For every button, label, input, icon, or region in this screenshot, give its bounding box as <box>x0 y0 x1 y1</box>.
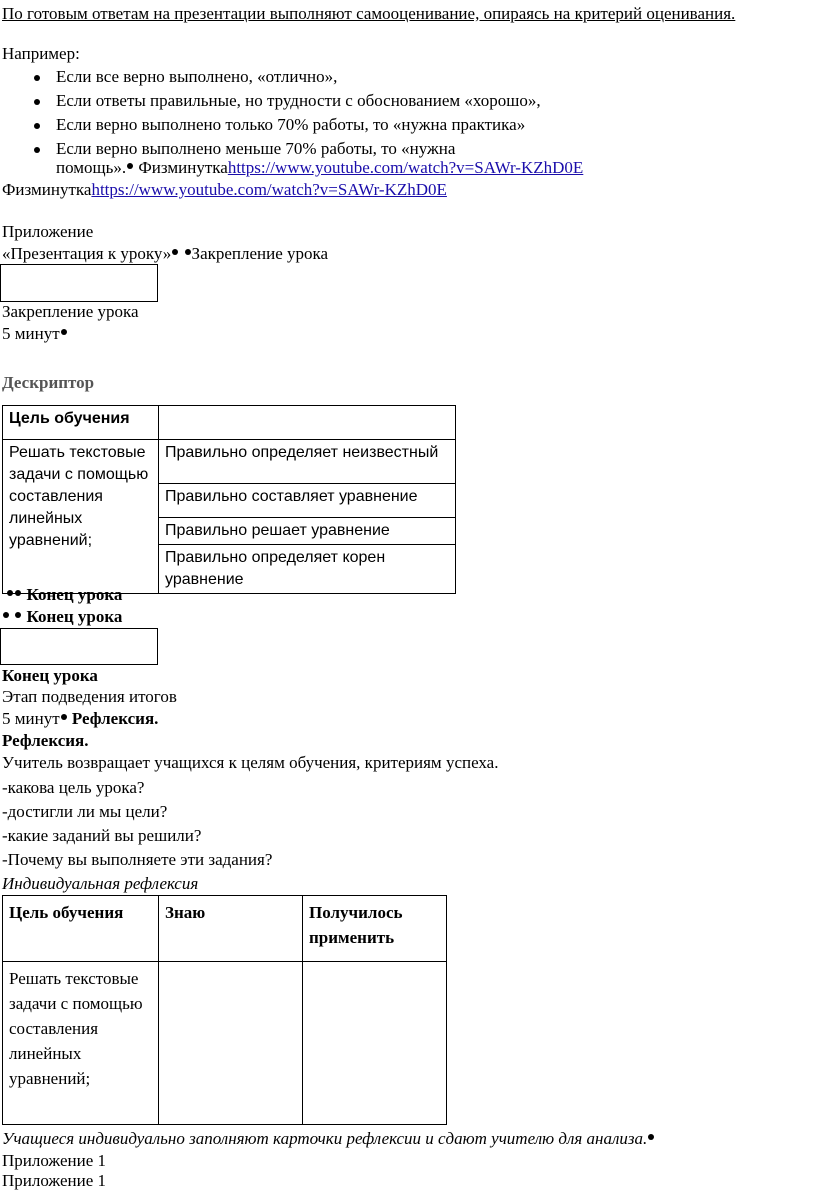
fiz-label: Физминутка <box>2 180 92 199</box>
lesson-end-line <box>2 607 122 627</box>
bullet-icon <box>15 590 21 596</box>
bullet-icon <box>7 590 13 596</box>
table-header-cell: Знаю <box>159 896 303 962</box>
descriptor-cell: Правильно определяет корен уравнение <box>159 545 456 594</box>
goal-cell: Решать текстовые задачи с помощью составления линейных уравнений; <box>3 962 159 1125</box>
teacher-text: Учитель возвращает учащихся к целям обучения, критериям успеха. <box>2 753 499 772</box>
students-note-text: Учащиеся индивидуально заполняют карточки рефлексии и сдают учителю для анализа. <box>2 1129 648 1148</box>
consolidation-heading: Закрепление урока <box>2 302 139 321</box>
lesson-end-heading: Конец урока <box>2 666 98 685</box>
consolidation-text: Закрепление урока <box>191 244 329 263</box>
empty-frame <box>0 628 158 665</box>
know-cell[interactable] <box>159 962 303 1125</box>
bullet-icon <box>3 612 9 618</box>
duration-text: 5 минут <box>2 324 60 343</box>
appendix-label: Приложение <box>2 222 94 241</box>
descriptor-heading: Дескриптор <box>2 373 95 392</box>
bullet-icon <box>185 249 191 255</box>
reflection-text: Рефлексия. <box>71 709 159 728</box>
duration-text: 5 минут <box>2 709 60 728</box>
lesson-end-text: Конец урока <box>26 585 123 604</box>
applied-cell[interactable] <box>303 962 447 1125</box>
students-note-block <box>2 1128 702 1172</box>
bullet-icon <box>61 329 67 335</box>
criteria-continuation <box>56 158 583 178</box>
fiz-label: Физминутка <box>138 158 228 177</box>
table-header-cell-empty <box>159 406 456 440</box>
example-label: Например: <box>2 44 80 63</box>
reflection-table <box>2 895 447 1125</box>
table-header-cell: Цель обучения <box>3 406 159 440</box>
bullet-icon <box>15 612 21 618</box>
criteria-item: Если верно выполнено меньше 70% работы, то «нужна <box>56 139 456 158</box>
question-item: -Почему вы выполняете эти задания? <box>2 850 273 869</box>
criteria-item: Если верно выполнено только 70% работы, то «нужна практика» <box>56 115 526 134</box>
table-header-cell: Цель обучения <box>3 896 159 962</box>
summary-stage: Этап подведения итогов <box>2 687 177 706</box>
question-item: -какие заданий вы решили? <box>2 826 202 845</box>
criteria-cont-text: помощь». <box>56 158 127 177</box>
bullet-icon <box>61 714 67 720</box>
descriptor-cell: Правильно составляет уравнение <box>159 484 456 518</box>
bullet-icon <box>34 75 40 81</box>
bullet-icon <box>34 147 40 153</box>
bullet-icon <box>34 123 40 129</box>
bullet-icon <box>34 99 40 105</box>
descriptor-cell: Правильно определяет неизвестный <box>159 440 456 484</box>
reflection-heading: Рефлексия. <box>2 731 89 750</box>
appendix1-heading: Приложение 1 <box>2 1171 106 1190</box>
presentation-text: «Презентация к уроку» <box>2 244 172 263</box>
fiz-link[interactable]: https://www.youtube.com/watch?v=SAWr-KZhD0E <box>91 180 447 199</box>
bullet-icon <box>648 1134 654 1140</box>
fiz-link[interactable]: https://www.youtube.com/watch?v=SAWr-KZhD0E <box>227 158 584 177</box>
criteria-item: Если все верно выполнено, «отлично», <box>56 67 338 86</box>
question-item: -достигли ли мы цели? <box>2 802 168 821</box>
bullet-icon <box>127 163 133 169</box>
empty-frame <box>0 264 158 302</box>
duration-line <box>2 324 68 344</box>
criteria-item: Если ответы правильные, но трудности с обоснованием «хорошо», <box>56 91 541 110</box>
duration-reflection-line <box>2 709 158 729</box>
fiz-line <box>2 180 447 200</box>
descriptor-cell: Правильно решает уравнение <box>159 518 456 545</box>
individual-reflection-heading: Индивидуальная рефлексия <box>2 874 199 893</box>
presentation-line <box>2 244 328 264</box>
goal-cell: Решать текстовые задачи с помощью составления линейных уравнений; <box>3 440 159 594</box>
question-item: -какова цель урока? <box>2 778 145 797</box>
appendix1-text: Приложение 1 <box>2 1151 106 1170</box>
descriptor-table <box>2 405 456 594</box>
bullet-icon <box>172 249 178 255</box>
lesson-end-line <box>2 585 122 605</box>
table-header-cell: Получилось применить <box>303 896 447 962</box>
intro-text: По готовым ответам на презентации выполняют самооценивание, опираясь на критерий оценивания. <box>2 4 736 23</box>
lesson-end-text: Конец урока <box>26 607 123 626</box>
